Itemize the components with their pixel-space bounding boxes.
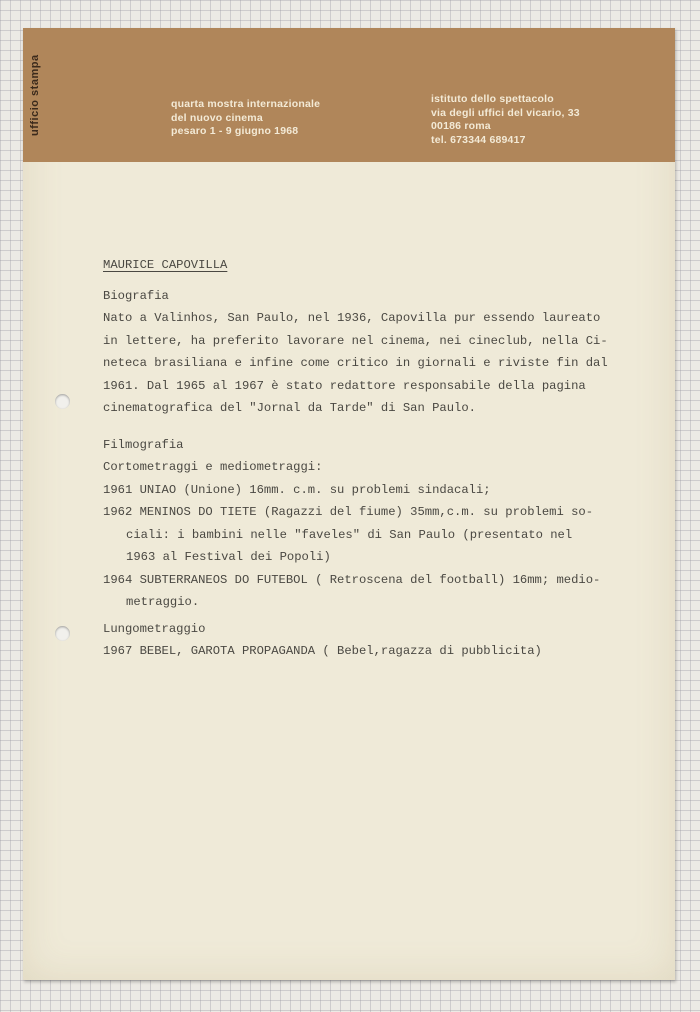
biography-line: 1961. Dal 1965 al 1967 è stato redattore responsabile della pagina (103, 378, 586, 393)
filmography-line: 1962 MENINOS DO TIETE (Ragazzi del fiume) 35mm,c.m. su problemi so- (103, 505, 594, 519)
institute-info (431, 93, 580, 147)
biography-heading: Biografia (103, 288, 169, 303)
punch-hole-top (55, 394, 70, 409)
festival-info (171, 98, 320, 139)
filmography-line: 1963 al Festival dei Popoli) (126, 550, 331, 564)
filmography-line: metraggio. (126, 595, 200, 609)
typed-content (103, 254, 663, 663)
festival-line: quarta mostra internazionale (171, 98, 321, 110)
biography-line: in lettere, ha preferito lavorare nel cinema, nei cineclub, nella Ci- (103, 333, 608, 348)
filmography-line: 1964 SUBTERRANEOS DO FUTEBOL ( Retroscena del football) 16mm; medio- (103, 572, 601, 587)
institute-line: istituto dello spettacolo (431, 93, 554, 105)
short-films-list (103, 479, 663, 614)
feature-heading: Lungometraggio (103, 621, 206, 636)
institute-line: tel. 673344 689417 (431, 133, 526, 146)
biography-line: Nato a Valinhos, San Paulo, nel 1936, Capovilla pur essendo laureato (103, 311, 601, 325)
festival-line: del nuovo cinema (171, 111, 263, 124)
institute-line: 00186 roma (431, 120, 491, 132)
festival-line: pesaro 1 - 9 giugno 1968 (171, 125, 299, 137)
document-sheet (23, 28, 675, 980)
letterhead-band (23, 28, 675, 162)
feature-list (103, 640, 663, 663)
short-films-heading: Cortometraggi e mediometraggi: (103, 460, 323, 474)
institute-line: via degli uffici del vicario, 33 (431, 106, 580, 119)
filmography-line: ciali: i bambini nelle "faveles" di San Paulo (presentato nel (126, 527, 573, 542)
biography-line: cinematografica del "Jornal da Tarde" di San Paulo. (103, 401, 476, 415)
filmography-heading: Filmografia (103, 437, 184, 452)
biography-line: neteca brasiliana e infine come critico in giornali e riviste fin dal (103, 356, 608, 370)
office-label: ufficio stampa (29, 54, 41, 136)
filmography-line: 1967 BEBEL, GAROTA PROPAGANDA ( Bebel,ragazza di pubblicita) (103, 644, 542, 658)
punch-hole-bottom (55, 626, 70, 641)
person-name: MAURICE CAPOVILLA (103, 258, 228, 272)
filmography-line: 1961 UNIAO (Unione) 16mm. c.m. su problemi sindacali; (103, 482, 491, 497)
biography-text (103, 307, 663, 420)
